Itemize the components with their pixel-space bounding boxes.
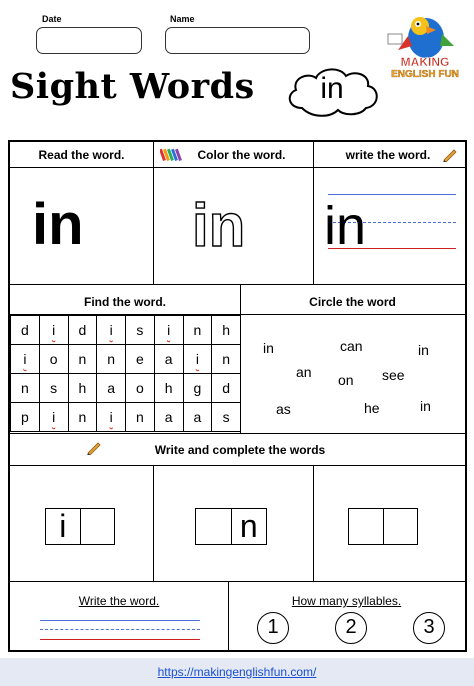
circle-word[interactable]: on xyxy=(338,372,354,388)
grid-cell[interactable]: o xyxy=(39,345,68,374)
grid-cell[interactable]: n xyxy=(126,403,155,432)
complete-heading: Write and complete the words xyxy=(154,443,326,457)
write-word: in xyxy=(324,196,367,256)
date-field[interactable] xyxy=(36,27,142,54)
grid-cell[interactable]: i xyxy=(154,316,183,345)
box-slot[interactable] xyxy=(81,509,115,544)
worksheet xyxy=(8,140,467,652)
circle-heading: Circle the word xyxy=(309,295,396,309)
grid-cell[interactable]: n xyxy=(212,345,241,374)
grid-cell[interactable]: n xyxy=(97,345,126,374)
syllable-option-1[interactable]: 1 xyxy=(257,612,289,644)
circle-word[interactable]: in xyxy=(263,340,274,356)
logo-text-2: ENGLISH FUN xyxy=(391,69,459,80)
grid-cell[interactable]: h xyxy=(68,374,97,403)
grid-cell[interactable]: a xyxy=(183,403,212,432)
grid-cell[interactable]: i xyxy=(39,403,68,432)
grid-cell[interactable]: s xyxy=(126,316,155,345)
syllable-option-3[interactable]: 3 xyxy=(413,612,445,644)
grid-cell[interactable]: i xyxy=(39,316,68,345)
grid-cell[interactable]: s xyxy=(39,374,68,403)
box-slot[interactable]: n xyxy=(239,508,258,544)
grid-cell[interactable]: a xyxy=(154,345,183,374)
grid-cell[interactable]: d xyxy=(68,316,97,345)
circle-word[interactable]: he xyxy=(364,400,380,416)
grid-cell[interactable]: i xyxy=(97,403,126,432)
circle-word[interactable]: in xyxy=(420,398,431,414)
grid-cell[interactable]: n xyxy=(11,374,40,403)
word-search-grid xyxy=(10,315,241,432)
grid-cell[interactable]: d xyxy=(212,374,241,403)
grid-cell[interactable]: n xyxy=(68,345,97,374)
syllable-option-2[interactable]: 2 xyxy=(335,612,367,644)
grid-cell[interactable]: a xyxy=(97,374,126,403)
grid-cell[interactable]: g xyxy=(183,374,212,403)
parrot-logo-icon xyxy=(380,12,470,80)
read-heading: Read the word. xyxy=(38,148,125,162)
grid-cell[interactable]: h xyxy=(154,374,183,403)
circle-word[interactable]: an xyxy=(296,364,312,380)
complete-box-1[interactable] xyxy=(45,508,115,545)
circle-word[interactable]: as xyxy=(276,401,291,417)
grid-cell[interactable]: o xyxy=(126,374,155,403)
footer xyxy=(0,658,474,686)
grid-cell[interactable]: d xyxy=(11,316,40,345)
box-slot[interactable] xyxy=(196,509,232,544)
grid-cell[interactable]: e xyxy=(126,345,155,374)
color-word: in xyxy=(192,194,246,258)
date-label: Date xyxy=(42,14,62,24)
name-label: Name xyxy=(170,14,195,24)
box-slot[interactable] xyxy=(349,509,384,544)
grid-cell[interactable]: a xyxy=(154,403,183,432)
circle-word[interactable]: in xyxy=(418,342,429,358)
grid-cell[interactable]: s xyxy=(212,403,241,432)
grid-cell[interactable]: i xyxy=(11,345,40,374)
write-heading: write the word. xyxy=(345,148,431,162)
pencil-icon xyxy=(442,148,458,162)
color-heading: Color the word. xyxy=(197,148,286,162)
cloud-word: in xyxy=(320,72,344,105)
box-slot[interactable] xyxy=(384,509,418,544)
grid-cell[interactable]: n xyxy=(68,403,97,432)
complete-box-2[interactable] xyxy=(195,508,267,545)
name-field[interactable] xyxy=(165,27,310,54)
pencil-icon xyxy=(86,441,102,455)
grid-cell[interactable]: p xyxy=(11,403,40,432)
outline-word xyxy=(188,194,278,258)
page-title: Sight Words xyxy=(10,66,255,107)
read-word: in xyxy=(32,192,84,257)
grid-cell[interactable]: h xyxy=(212,316,241,345)
crayons-icon xyxy=(160,147,182,163)
complete-box-3[interactable] xyxy=(348,508,418,545)
circle-word[interactable]: see xyxy=(382,367,405,383)
box-slot[interactable]: i xyxy=(46,509,81,544)
grid-cell[interactable]: i xyxy=(183,345,212,374)
circle-word[interactable]: can xyxy=(340,338,363,354)
logo-text-1: MAKING xyxy=(400,55,450,69)
syllables-heading: How many syllables. xyxy=(291,594,402,608)
grid-cell[interactable]: i xyxy=(97,316,126,345)
write-again-heading: Write the word. xyxy=(78,594,160,608)
footer-link[interactable]: https://makingenglishfun.com/ xyxy=(157,665,317,679)
find-heading: Find the word. xyxy=(84,295,166,309)
grid-cell[interactable]: n xyxy=(183,316,212,345)
